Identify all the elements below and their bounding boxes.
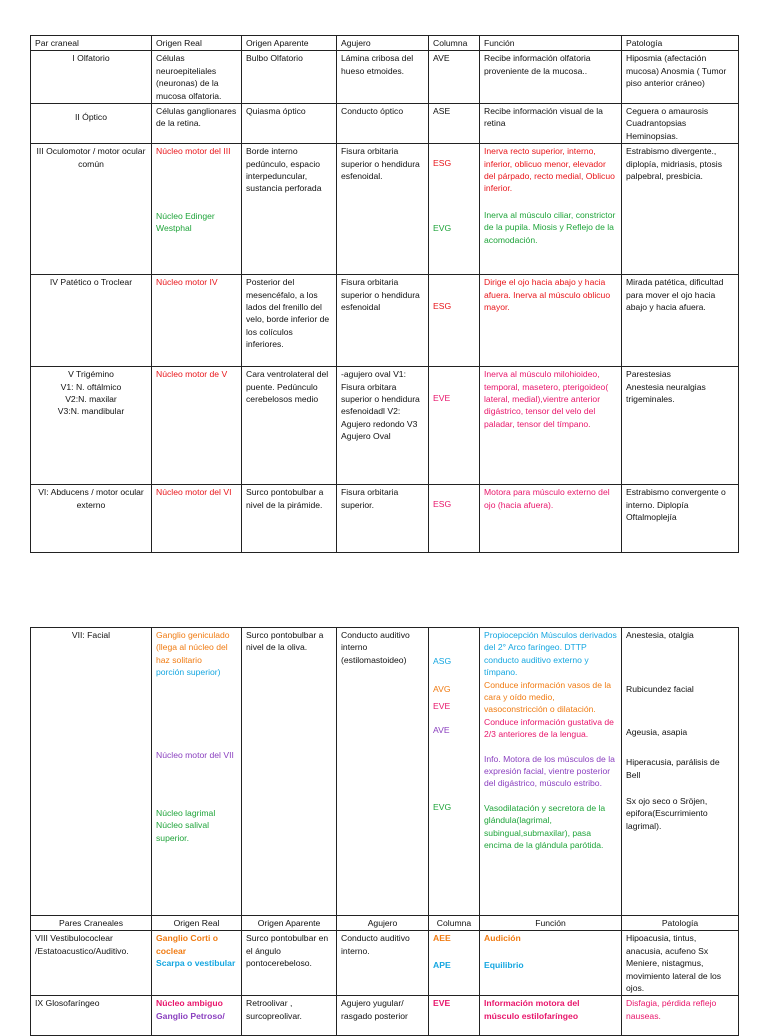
table-row-optico (31, 104, 739, 144)
cell-patologia (622, 367, 739, 485)
table-row-vestibulococlear (31, 931, 739, 996)
cell-funcion: Motora para músculo externo del ojo (hacia afuera). (480, 485, 622, 553)
table-row-olfatorio (31, 51, 739, 104)
table-row-trigemino (31, 367, 739, 485)
cell-origen-aparente: Posterior del mesencéfalo, a los lados del frenillo del velo, borde inferior de los colículos inferiores. (242, 275, 337, 367)
header-origen-aparente: Origen Aparente (242, 916, 337, 931)
cell-origen-real: Núcleo motor del VI (152, 485, 242, 553)
header-par-craneal: Par craneal (31, 36, 152, 51)
columna-evg: EVG (433, 801, 452, 812)
origen-real-porcion-superior: porción superior) (156, 667, 221, 678)
origen-real-nucleo-ambiguo: Núcleo ambiguo (156, 998, 223, 1009)
cell-funcion: Recibe información olfatoria proveniente de la mucosa.. (480, 51, 622, 104)
header-funcion: Función (480, 36, 622, 51)
cell-agujero: Fisura orbitaria superior o hendidura esfenoidal. (337, 144, 429, 275)
header-pares-craneales: Pares Craneales (31, 916, 152, 931)
table-header-row (31, 36, 739, 51)
cell-origen-real: Células neuroepiteliales (neuronas) de la mucosa olfatoria. (152, 51, 242, 104)
patologia-anestesia: Anestesia, otalgia (626, 630, 694, 640)
cell-funcion: Inerva al músculo milohioideo, temporal, masetero, pterigoideo( lateral, medial),vientre anterior digástrico, tensor del velo del paladar, tensor del tímpano. (480, 367, 622, 485)
cell-funcion (480, 628, 622, 916)
columna-eve: EVE (433, 700, 451, 711)
origen-real-nucleo-lagrimal: Núcleo lagrimal Núcleo salival superior. (156, 808, 216, 843)
header-agujero: Agujero (337, 36, 429, 51)
table-row-glosofaringeo (31, 996, 739, 1036)
patologia-ojo-seco: Sx ojo seco o Sröjen, epifora(Escurrimiento lagrimal). (626, 796, 708, 831)
cell-origen-real: Núcleo motor IV (152, 275, 242, 367)
cell-par: VI: Abducens / motor ocular externo (31, 485, 152, 553)
origen-real-ganglio-petroso: Ganglio Petroso/ (156, 1010, 225, 1021)
cell-origen-real (152, 628, 242, 916)
cell-funcion (480, 144, 622, 275)
funcion-secretora: Vasodilatación y secretora de la glándula(lagrimal, subingual,submaxilar), pasa encima de la glándula parótida. (484, 802, 606, 851)
origen-real-edinger: Núcleo Edinger Westphal (156, 210, 215, 234)
columna-aee: AEE (433, 933, 451, 944)
patologia-neuralgias: Anestesia neuralgias trigeminales. (626, 381, 706, 405)
patologia-ageusia: Ageusia, asapia (626, 726, 688, 737)
cell-columna (429, 485, 480, 553)
funcion-vasos: Conduce información vasos de la cara y oído medio, vasoconstricción o dilatación. (484, 679, 612, 715)
origen-real-nucleo-motor: Núcleo motor del III (156, 146, 231, 157)
columna-evg: EVG (433, 222, 452, 233)
cell-origen-real (152, 931, 242, 996)
table-row-abducens (31, 485, 739, 553)
cell-origen-real: Núcleo motor de V (152, 367, 242, 485)
cell-columna (429, 628, 480, 916)
cranial-nerves-table-1 (30, 35, 739, 553)
columna-ape: APE (433, 959, 451, 970)
header-origen-aparente: Origen Aparente (242, 36, 337, 51)
cell-patologia (622, 628, 739, 916)
cell-par: VIII Vestibulococlear /Estatoacustico/Auditivo. (31, 931, 152, 996)
par-v2: V2:N. maxilar (65, 394, 117, 405)
cell-patologia: Mirada patética, dificultad para mover el ojo hacia abajo y hacia afuera. (622, 275, 739, 367)
funcion-parasimpatica: Inerva al músculo ciliar, constrictor de la pupila. Miosis y Reflejo de la acomodación. (484, 209, 616, 245)
header-agujero: Agujero (337, 916, 429, 931)
header-columna: Columna (429, 36, 480, 51)
cell-origen-aparente: Quiasma óptico (242, 104, 337, 144)
cell-origen-aparente: Borde interno pedúnculo, espacio interpeduncular, sustancia perforada (242, 144, 337, 275)
cell-agujero: -agujero oval V1: Fisura orbitara superior o hendidura esfenoidadl V2: Agujero redondo V3 Agujero Oval (337, 367, 429, 485)
patologia-hiperacusia: Hiperacusia, parálisis de Bell (626, 757, 720, 780)
par-v1: V1: N. oftálmico (60, 381, 122, 392)
cell-origen-real (152, 996, 242, 1036)
columna-asg: ASG (433, 656, 452, 666)
cell-par: I Olfatorio (31, 51, 152, 104)
cell-origen-aparente: Retroolivar , surcopreolivar. (242, 996, 337, 1036)
patologia-rubicundez: Rubicundez facial (626, 684, 694, 695)
cell-patologia: Estrabismo divergente., diplopía, midriasis, ptosis palpebral, presbicia. (622, 144, 739, 275)
cell-columna: AVE (429, 51, 480, 104)
origen-real-corti: Ganglio Corti o coclear (156, 933, 219, 956)
cell-columna (429, 931, 480, 996)
cell-origen-real: Células ganglionares de la retina. (152, 104, 242, 144)
cell-par: IV Patético o Troclear (31, 275, 152, 367)
cell-origen-real (152, 144, 242, 275)
cell-origen-aparente: Surco pontobulbar a nivel de la pirámide. (242, 485, 337, 553)
header-patologia: Patología (622, 36, 739, 51)
funcion-equilibrio: Equilibrio (484, 959, 524, 970)
header-patologia: Patología (622, 916, 739, 931)
funcion-propiocepcion: Propiocepción Músculos derivados del 2° Arco faríngeo. DTTP conducto auditivo externo y tímpano. (484, 630, 617, 678)
columna-ave: AVE (433, 725, 450, 736)
cell-patologia: Hipoacusia, tintus, anacusia, acufeno Sx Meniere, nistagmus, movimiento lateral de los ojos. (622, 931, 739, 996)
cell-patologia: Hiposmia (afectación mucosa) Anosmia ( Tumor piso anterior cráneo) (622, 51, 739, 104)
cell-columna (429, 367, 480, 485)
cell-columna: ASE (429, 104, 480, 144)
columna-esg: ESG (433, 158, 452, 169)
cell-agujero: Agujero yugular/ rasgado posterior (337, 996, 429, 1036)
cell-par: IX Glosofaríngeo (31, 996, 152, 1036)
table-row-oculomotor (31, 144, 739, 275)
table-header-row (31, 916, 739, 931)
cell-par: III Oculomotor / motor ocular común (31, 144, 152, 275)
cell-patologia: Ceguera o amaurosis Cuadrantopsias Heminopsias. (622, 104, 739, 144)
cell-funcion: Información motora del músculo estilofaríngeo (480, 996, 622, 1036)
cell-par (31, 367, 152, 485)
cell-par (31, 104, 152, 144)
funcion-motora: Inerva recto superior, interno, inferior, oblicuo menor, elevador del párpado, recto medial, Oblicuo inferior. (484, 146, 615, 194)
funcion-gustativa: Conduce información gustativa de 2/3 anteriores de la lengua. (484, 716, 614, 740)
cell-funcion (480, 931, 622, 996)
columna-avg: AVG (433, 684, 451, 695)
cell-funcion: Recibe información visual de la retina (480, 104, 622, 144)
cell-funcion: Dirige el ojo hacia abajo y hacia afuera. Inerva al músculo oblicuo mayor. (480, 275, 622, 367)
cell-par: VII: Facial (31, 628, 152, 916)
header-funcion: Función (480, 916, 622, 931)
columna-text: ESG (433, 301, 452, 312)
cell-columna (429, 144, 480, 275)
cranial-nerves-table-2 (30, 627, 739, 1036)
cell-patologia: Disfagia, pérdida reflejo nauseas. (622, 996, 739, 1036)
columna-text: EVE (433, 393, 451, 404)
header-origen-real: Origen Real (152, 36, 242, 51)
cell-origen-aparente: Bulbo Olfatorio (242, 51, 337, 104)
patologia-parestesias: Parestesias (626, 369, 671, 380)
header-columna: Columna (429, 916, 480, 931)
funcion-audicion: Audición (484, 933, 521, 944)
cell-agujero: Fisura orbitaria superior. (337, 485, 429, 553)
cell-origen-aparente: Surco pontobulbar en el ángulo pontocerebeloso. (242, 931, 337, 996)
origen-real-scarpa: Scarpa o vestibular (156, 958, 236, 969)
cell-par-text: II Óptico (75, 112, 107, 123)
columna-text: ESG (433, 499, 452, 510)
cell-agujero: Conducto óptico (337, 104, 429, 144)
cell-origen-aparente: Cara ventrolateral del puente. Pedúnculo cerebelosos medio (242, 367, 337, 485)
table-row-troclear (31, 275, 739, 367)
header-origen-real: Origen Real (152, 916, 242, 931)
cell-agujero: Conducto auditivo interno. (337, 931, 429, 996)
origen-real-nucleo-motor: Núcleo motor del VII (156, 749, 234, 760)
par-trigemino: V Trigémino (68, 369, 114, 380)
cell-origen-aparente: Surco pontobulbar a nivel de la oliva. (242, 628, 337, 916)
cell-agujero: Lámina cribosa del hueso etmoides. (337, 51, 429, 104)
origen-real-ganglio-geniculado: Ganglio geniculado (llega al núcleo del haz solitario (156, 630, 230, 665)
cell-columna (429, 275, 480, 367)
funcion-motora: Info. Motora de los músculos de la expresión facial, vientre posterior del digástrico, músculo estribo. (484, 753, 615, 789)
cell-agujero: Conducto auditivo interno (estilomastoideo) (337, 628, 429, 916)
table-row-facial (31, 628, 739, 916)
cell-columna: EVE (429, 996, 480, 1036)
par-v3: V3:N. mandibular (57, 406, 125, 417)
cell-patologia: Estrabismo convergente o interno. Diplopía Oftalmoplejía (622, 485, 739, 553)
cell-agujero: Fisura orbitaria superior o hendidura esfenoidal (337, 275, 429, 367)
